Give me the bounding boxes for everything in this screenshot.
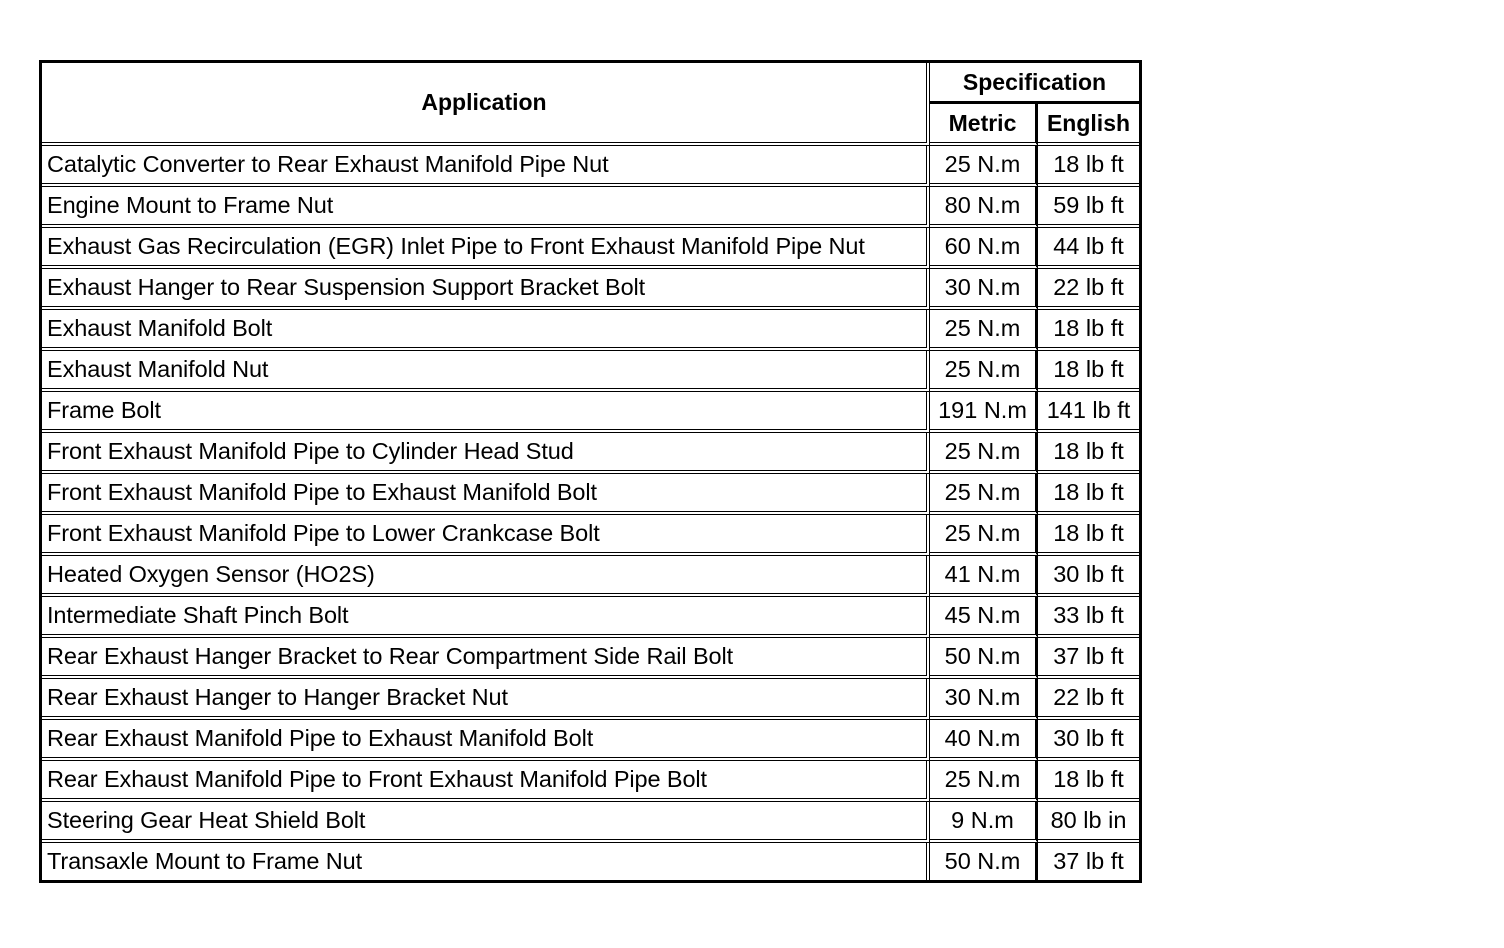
application-cell: Transaxle Mount to Frame Nut: [42, 843, 930, 880]
application-cell: Rear Exhaust Manifold Pipe to Exhaust Manifold Bolt: [42, 720, 930, 761]
metric-cell: 41 N.m: [930, 556, 1038, 597]
english-cell: 59 lb ft: [1038, 187, 1139, 228]
table-row: [42, 556, 1139, 597]
application-cell: Exhaust Manifold Bolt: [42, 310, 930, 351]
english-cell: 30 lb ft: [1038, 556, 1139, 597]
metric-cell: 25 N.m: [930, 351, 1038, 392]
english-cell: 37 lb ft: [1038, 638, 1139, 679]
fastener-spec-table: [39, 60, 1142, 883]
table-row: [42, 597, 1139, 638]
application-cell: Exhaust Hanger to Rear Suspension Support Bracket Bolt: [42, 269, 930, 310]
table-row: [42, 474, 1139, 515]
table-row: [42, 843, 1139, 880]
application-cell: Engine Mount to Frame Nut: [42, 187, 930, 228]
english-cell: 33 lb ft: [1038, 597, 1139, 638]
header-specification: Specification: [930, 63, 1139, 104]
metric-cell: 9 N.m: [930, 802, 1038, 843]
application-cell: Front Exhaust Manifold Pipe to Exhaust Manifold Bolt: [42, 474, 930, 515]
metric-cell: 60 N.m: [930, 228, 1038, 269]
english-cell: 22 lb ft: [1038, 679, 1139, 720]
english-cell: 18 lb ft: [1038, 351, 1139, 392]
header-metric: Metric: [930, 104, 1038, 146]
table-row: [42, 146, 1139, 187]
header-application: Application: [42, 63, 930, 146]
application-cell: Intermediate Shaft Pinch Bolt: [42, 597, 930, 638]
application-cell: Frame Bolt: [42, 392, 930, 433]
application-cell: Catalytic Converter to Rear Exhaust Manifold Pipe Nut: [42, 146, 930, 187]
metric-cell: 25 N.m: [930, 515, 1038, 556]
table-row: [42, 638, 1139, 679]
english-cell: 37 lb ft: [1053, 847, 1124, 874]
english-cell: 30 lb ft: [1038, 720, 1139, 761]
metric-cell: 25 N.m: [930, 146, 1038, 187]
table-row: [42, 802, 1139, 843]
english-cell: 44 lb ft: [1038, 228, 1139, 269]
application-cell: Exhaust Manifold Nut: [42, 351, 930, 392]
metric-cell: 50 N.m: [930, 638, 1038, 679]
metric-cell: 80 N.m: [930, 187, 1038, 228]
english-cell: 22 lb ft: [1038, 269, 1139, 310]
english-cell: 18 lb ft: [1038, 310, 1139, 351]
table-header: [42, 63, 1139, 146]
application-cell: Steering Gear Heat Shield Bolt: [42, 802, 930, 843]
metric-cell: 191 N.m: [930, 392, 1038, 433]
table-row: [42, 310, 1139, 351]
table-row: [42, 761, 1139, 802]
metric-cell: 25 N.m: [930, 433, 1038, 474]
english-cell: 141 lb ft: [1038, 392, 1139, 433]
metric-cell: 45 N.m: [930, 597, 1038, 638]
metric-cell: 40 N.m: [930, 720, 1038, 761]
application-cell: Exhaust Gas Recirculation (EGR) Inlet Pipe to Front Exhaust Manifold Pipe Nut: [42, 228, 930, 269]
header-english: English: [1038, 104, 1139, 146]
application-cell: Front Exhaust Manifold Pipe to Lower Crankcase Bolt: [42, 515, 930, 556]
table-row: [42, 228, 1139, 269]
table-row: [42, 351, 1139, 392]
metric-cell: 50 N.m: [930, 843, 1038, 880]
table-row: [42, 269, 1139, 310]
english-cell: 18 lb ft: [1038, 474, 1139, 515]
english-cell: 18 lb ft: [1038, 433, 1139, 474]
header-row-top: [42, 63, 1139, 104]
table-row: [42, 720, 1139, 761]
application-cell: Rear Exhaust Manifold Pipe to Front Exhaust Manifold Pipe Bolt: [42, 761, 930, 802]
english-cell: 18 lb ft: [1038, 146, 1139, 187]
application-cell: Front Exhaust Manifold Pipe to Cylinder Head Stud: [42, 433, 930, 474]
metric-cell: 30 N.m: [930, 269, 1038, 310]
application-cell: Rear Exhaust Hanger Bracket to Rear Compartment Side Rail Bolt: [42, 638, 930, 679]
metric-cell: 25 N.m: [930, 474, 1038, 515]
table-row: [42, 679, 1139, 720]
metric-cell: 25 N.m: [930, 761, 1038, 802]
english-cell: 18 lb ft: [1038, 761, 1139, 802]
table-row: [42, 392, 1139, 433]
table-row: [42, 515, 1139, 556]
table-body: [42, 146, 1139, 880]
metric-cell: 30 N.m: [930, 679, 1038, 720]
table-row: [42, 433, 1139, 474]
metric-cell: 25 N.m: [930, 310, 1038, 351]
english-cell: 80 lb in: [1038, 802, 1139, 843]
application-cell: Rear Exhaust Hanger to Hanger Bracket Nut: [42, 679, 930, 720]
application-cell: Heated Oxygen Sensor (HO2S): [42, 556, 930, 597]
table-row: [42, 187, 1139, 228]
english-cell: 18 lb ft: [1038, 515, 1139, 556]
